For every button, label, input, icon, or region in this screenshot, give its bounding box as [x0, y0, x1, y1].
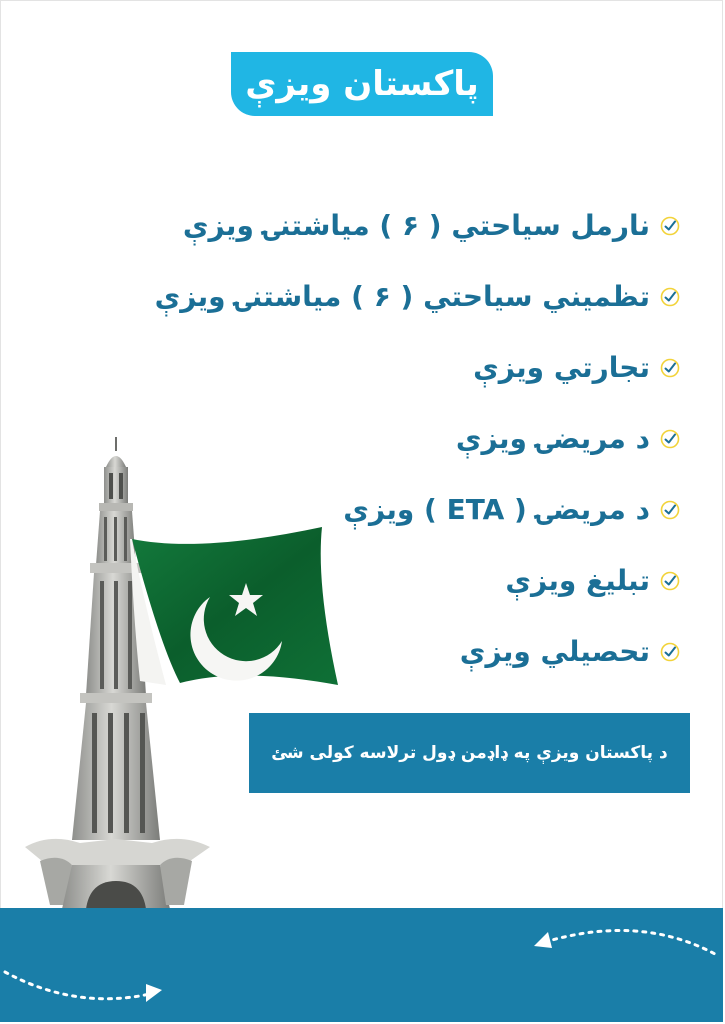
list-item — [154, 261, 680, 332]
check-circle-icon — [660, 429, 680, 449]
check-circle-icon — [660, 642, 680, 662]
title-badge — [231, 52, 493, 116]
cta-banner — [249, 713, 690, 793]
footer-band — [0, 908, 723, 1022]
check-circle-icon — [660, 571, 680, 591]
check-circle-icon — [660, 500, 680, 520]
visa-type-label: نارمل سیاحتي ( ۶ ) میاشتنۍ ویزې — [182, 209, 650, 242]
cta-text: د پاکستان ویزې په ډاډمن ډول ترلاسه کولی شئ — [271, 743, 668, 763]
visa-type-label: تبلیغ ویزې — [505, 564, 650, 597]
visa-type-label: د مریضۍ ( ETA ) ویزې — [343, 493, 650, 526]
minar-e-pakistan-illustration — [20, 435, 350, 915]
visa-type-label: تجارتي ویزې — [473, 351, 650, 384]
visa-type-label: د مریضۍ ویزې — [455, 422, 650, 455]
dotted-arrows-decoration — [0, 908, 723, 1022]
check-circle-icon — [660, 216, 680, 236]
visa-type-label: تظمیني سیاحتي ( ۶ ) میاشتنۍ ویزې — [154, 280, 650, 313]
check-circle-icon — [660, 358, 680, 378]
list-item — [180, 190, 680, 261]
list-item — [180, 332, 680, 403]
page-title: پاکستان ویزې — [245, 64, 479, 104]
check-circle-icon — [660, 287, 680, 307]
visa-type-label: تحصیلي ویزې — [459, 635, 650, 668]
